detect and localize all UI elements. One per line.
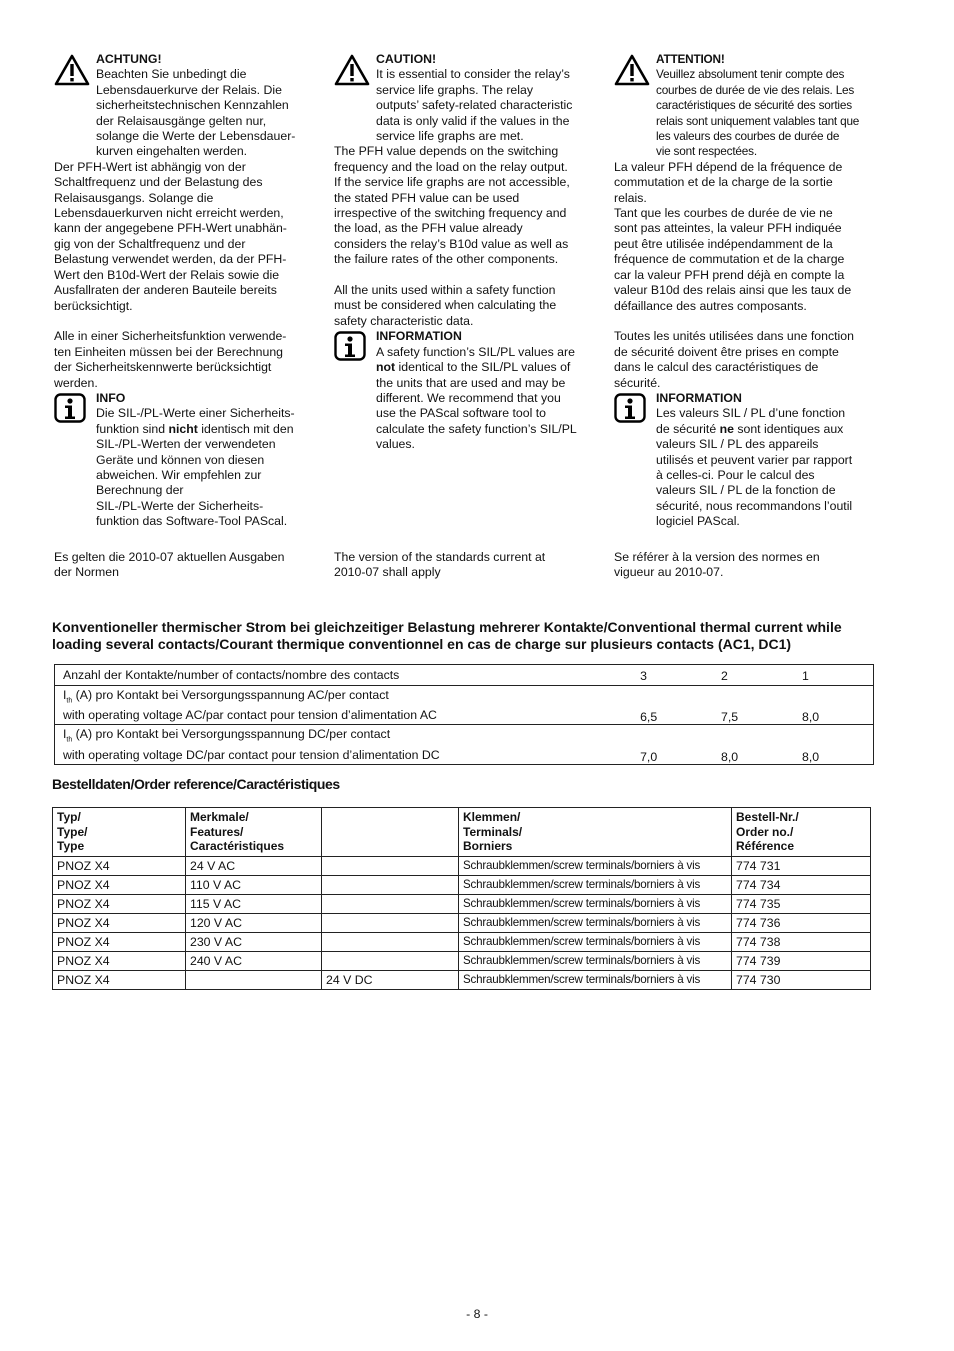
warning-notice xyxy=(54,52,316,160)
text-line: logiciel PAScal. xyxy=(656,514,740,529)
text-segment: not xyxy=(376,360,396,375)
text-line: Geräte und können von diesen xyxy=(96,452,265,467)
text-line: Alle in einer Sicherheitsfunktion verwende- xyxy=(54,329,287,344)
thermal-value: 7,5 xyxy=(711,686,792,725)
text-line: Lebensdauerkurve der Relais. Die xyxy=(96,82,282,97)
text-line xyxy=(656,422,876,437)
emphasis xyxy=(376,360,395,374)
text-segment: de sécurité xyxy=(656,421,720,436)
contacts-count-value: 3 xyxy=(630,665,711,686)
text-segment: funktion sind xyxy=(96,421,169,436)
cell-feature2 xyxy=(322,932,459,951)
text-line: vigueur au 2010-07. xyxy=(614,565,724,580)
current-subscript: th xyxy=(66,736,73,744)
cell-type: PNOZ X4 xyxy=(53,894,186,913)
text-line: Es gelten die 2010-07 aktuellen Ausgaben xyxy=(54,550,285,564)
text-line: dans le calcul des caractéristiques de xyxy=(614,360,819,375)
text-line: All the units used within a safety function xyxy=(334,283,556,298)
info-i-icon xyxy=(614,393,650,425)
current-symbol: I xyxy=(63,727,67,742)
text-line: different. We recommend that you xyxy=(376,390,561,405)
text-line: berücksichtigt. xyxy=(54,298,133,313)
text-line: safety characteristic data. xyxy=(334,313,474,328)
order-header-row xyxy=(53,808,871,857)
text-line: service life graphs. The relay xyxy=(376,82,533,97)
emphasis xyxy=(720,422,734,436)
text-line: valeur B10d des relais ainsi que les taux de xyxy=(614,283,852,298)
thermal-header-row xyxy=(55,665,874,686)
header-line: Order no./ xyxy=(736,824,794,839)
table-row xyxy=(53,894,871,913)
text-line: SIL-/PL-Werte der Sicherheits- xyxy=(96,498,264,513)
text-line: irrespective of the switching frequency and xyxy=(334,206,567,221)
thermal-row-line2: with operating voltage AC/par contact pour tension d’alimentation AC xyxy=(63,708,437,723)
text-line: valeurs SIL / PL de la fonction de xyxy=(656,483,836,498)
text-line: the failure rates of the other components. xyxy=(334,252,559,267)
thermal-value: 6,5 xyxy=(630,686,711,725)
text-line: valeurs SIL / PL des appareils xyxy=(656,437,819,452)
header-line: Type xyxy=(57,839,85,853)
cell-terminals: Schraubklemmen/screw terminals/borniers à vis xyxy=(459,875,732,894)
text-line: calculate the safety function’s SIL/PL xyxy=(376,421,577,436)
standards-paragraph xyxy=(54,550,316,581)
text-line: funktion das Software-Tool PAScal. xyxy=(96,514,288,529)
text-line: solange die Werte der Lebensdauer- xyxy=(96,129,296,144)
header-line: Features/ xyxy=(190,824,244,839)
text-line: Ausfallraten der anderen Bauteile bereits xyxy=(54,283,277,298)
info-heading: INFO xyxy=(96,390,126,405)
text-line: The PFH value depends on the switching xyxy=(334,144,559,159)
text-line: vie sont respectées. xyxy=(656,144,757,159)
text-line: sicherheitstechnischen Kennzahlen xyxy=(96,98,289,113)
text-line: If the service life graphs are not accessible, xyxy=(334,175,570,190)
cell-type: PNOZ X4 xyxy=(53,951,186,970)
text-line: It is essential to consider the relay’s xyxy=(376,67,570,82)
text-line: kann der angegebene PFH-Wert unabhän- xyxy=(54,221,287,236)
text-line: fréquence de commutation et de la charge xyxy=(614,252,845,267)
text-line: ten Einheiten müssen bei der Berechnung xyxy=(54,344,284,359)
text-line: the load, as the PFH value already xyxy=(334,221,523,236)
cell-order-no: 774 736 xyxy=(732,913,871,932)
warning-triangle-icon xyxy=(614,54,650,86)
cell-order-no: 774 730 xyxy=(732,970,871,989)
cell-order-no: 774 735 xyxy=(732,894,871,913)
text-line: car la valeur PFH prend déjà en compte la xyxy=(614,267,845,282)
text-line: Die SIL-/PL-Werte einer Sicherheits- xyxy=(96,406,295,421)
warning-triangle-icon xyxy=(334,54,370,86)
units-paragraph xyxy=(54,329,316,391)
contacts-count-label: Anzahl der Kontakte/number of contacts/nombre des contacts xyxy=(55,665,631,686)
text-line: défaillance des autres composants. xyxy=(614,298,807,313)
thermal-current-title xyxy=(52,619,902,653)
text-line: must be considered when calculating the xyxy=(334,298,557,313)
text-line: Les valeurs SIL / PL d’une fonction xyxy=(656,406,846,421)
cell-terminals: Schraubklemmen/screw terminals/borniers à vis xyxy=(459,951,732,970)
text-line: 2010-07 shall apply xyxy=(334,565,441,580)
text-line: the stated PFH value can be used xyxy=(334,190,520,205)
header-order-no xyxy=(732,808,871,857)
cell-feature2 xyxy=(322,856,459,875)
text-line: outputs’ safety-related characteristic xyxy=(376,98,573,113)
text-line: A safety function’s SIL/PL values are xyxy=(376,344,575,359)
info-heading: INFORMATION xyxy=(376,329,462,344)
cell-feature: 240 V AC xyxy=(186,951,322,970)
info-i-icon xyxy=(334,331,370,363)
column-de xyxy=(54,52,316,580)
cell-type: PNOZ X4 xyxy=(53,875,186,894)
order-reference-title: Bestelldaten/Order reference/Caractéristiques xyxy=(52,776,340,792)
current-symbol: I xyxy=(63,688,67,702)
thermal-title-line2: loading several contacts/Courant thermique conventionnel en cas de charge sur plusieurs contacts (AC1, DC1) xyxy=(52,636,792,652)
table-row xyxy=(53,913,871,932)
thermal-row-line1: (A) pro Kontakt bei Versorgungsspannung AC/per contact xyxy=(72,688,389,702)
table-row xyxy=(53,932,871,951)
text-line: data is only valid if the values in the xyxy=(376,113,570,128)
text-line: caractéristiques de sécurité des sorties xyxy=(656,98,852,113)
cell-order-no: 774 738 xyxy=(732,932,871,951)
text-segment: sont identiques aux xyxy=(733,421,844,436)
header-line: Bestell-Nr./ xyxy=(736,810,799,824)
thermal-row-label xyxy=(55,686,631,725)
contacts-count-value: 2 xyxy=(711,665,792,686)
text-line: considers the relay’s B10d value as well as xyxy=(334,236,569,251)
text-line: Schaltfrequenz und der Belastung des xyxy=(54,175,263,190)
column-en xyxy=(334,52,596,580)
standards-paragraph xyxy=(334,550,596,581)
text-line: Belastung verwendet werden, da der PFH- xyxy=(54,252,287,267)
header-features xyxy=(186,808,322,857)
header-line: Caractéristiques xyxy=(190,839,285,853)
table-row xyxy=(53,856,871,875)
cell-type: PNOZ X4 xyxy=(53,856,186,875)
cell-feature2 xyxy=(322,951,459,970)
cell-terminals: Schraubklemmen/screw terminals/borniers à vis xyxy=(459,932,732,951)
text-line: Lebensdauerkurven nicht erreicht werden, xyxy=(54,206,284,221)
cell-feature2 xyxy=(322,913,459,932)
info-notice xyxy=(614,391,876,530)
thermal-value: 8,0 xyxy=(792,725,874,764)
warning-heading: CAUTION! xyxy=(376,52,437,66)
page-number: - 8 - xyxy=(466,1307,488,1321)
text-line: Toutes les unités utilisées dans une fonction xyxy=(614,329,854,344)
cell-feature xyxy=(186,970,322,989)
thermal-current-table xyxy=(54,664,874,765)
text-line: La valeur PFH dépend de la fréquence de xyxy=(614,159,843,174)
text-line: SIL-/PL-Werten der verwendeten xyxy=(96,437,276,452)
text-segment: identical to the SIL/PL values of xyxy=(395,360,571,375)
units-paragraph xyxy=(334,283,596,329)
text-line: à celles-ci. Pour le calcul des xyxy=(656,467,815,482)
text-line: sécurité, nous recommandons l’outil xyxy=(656,498,853,513)
cell-feature2 xyxy=(322,875,459,894)
warning-notice xyxy=(334,52,596,144)
current-subscript: th xyxy=(66,697,73,705)
text-line: relais. xyxy=(614,190,647,205)
order-rows xyxy=(53,856,871,989)
order-reference-table xyxy=(52,807,871,990)
text-line: relais sont uniquement valables tant que xyxy=(656,113,860,128)
thermal-value: 8,0 xyxy=(711,725,792,764)
cell-type: PNOZ X4 xyxy=(53,913,186,932)
thermal-row-line2: with operating voltage DC/par contact pour tension d’alimentation DC xyxy=(63,747,440,762)
thermal-row-ac xyxy=(55,686,874,725)
cell-terminals: Schraubklemmen/screw terminals/borniers à vis xyxy=(459,856,732,875)
text-line: kurven eingehalten werden. xyxy=(96,144,248,159)
standards-paragraph xyxy=(614,550,876,581)
cell-feature: 230 V AC xyxy=(186,932,322,951)
thermal-row-line1: (A) pro Kontakt bei Versorgungsspannung DC/per contact xyxy=(72,727,391,742)
table-row xyxy=(53,970,871,989)
warning-notice xyxy=(614,52,876,160)
cell-feature2: 24 V DC xyxy=(322,970,459,989)
text-line: Tant que les courbes de durée de vie ne xyxy=(614,206,833,221)
cell-feature: 120 V AC xyxy=(186,913,322,932)
thermal-value: 7,0 xyxy=(630,725,711,764)
header-line: Merkmale/ xyxy=(190,810,249,824)
cell-terminals: Schraubklemmen/screw terminals/borniers à vis xyxy=(459,913,732,932)
text-line: der Relaisausgänge gelten nur, xyxy=(96,113,267,128)
text-line: commutation et de la charge de la sortie xyxy=(614,175,833,190)
info-notice xyxy=(334,329,596,452)
text-line: peut être utilisée indépendamment de la xyxy=(614,236,833,251)
text-line: Berechnung der xyxy=(96,483,184,498)
text-line: utilisés et peuvent varier par rapport xyxy=(656,452,853,467)
warning-heading: ACHTUNG! xyxy=(96,52,162,66)
text-segment: identisch mit den xyxy=(197,421,294,436)
warning-triangle-icon xyxy=(54,54,90,86)
thermal-row-dc xyxy=(55,725,874,764)
cell-feature2 xyxy=(322,894,459,913)
text-line: werden. xyxy=(54,375,98,390)
text-line: Se référer à la version des normes en xyxy=(614,550,820,564)
text-line: the units that are used and may be xyxy=(376,375,566,390)
cell-order-no: 774 731 xyxy=(732,856,871,875)
info-i-icon xyxy=(54,393,90,425)
text-line: Relaisausgangs. Solange die xyxy=(54,190,214,205)
header-line: Type/ xyxy=(57,824,88,839)
header-line: Klemmen/ xyxy=(463,810,521,824)
warning-heading: ATTENTION! xyxy=(656,52,725,66)
cell-feature: 110 V AC xyxy=(186,875,322,894)
pfh-paragraph xyxy=(614,160,876,314)
text-line xyxy=(376,360,596,375)
text-line: Beachten Sie unbedingt die xyxy=(96,67,247,82)
text-line: sécurité. xyxy=(614,375,661,390)
emphasis xyxy=(168,422,197,436)
cell-order-no: 774 734 xyxy=(732,875,871,894)
text-line: abweichen. Wir empfehlen zur xyxy=(96,467,262,482)
cell-feature: 115 V AC xyxy=(186,894,322,913)
text-line: der Normen xyxy=(54,565,119,580)
cell-feature: 24 V AC xyxy=(186,856,322,875)
cell-terminals: Schraubklemmen/screw terminals/borniers à vis xyxy=(459,970,732,989)
column-fr xyxy=(614,52,876,580)
header-line: Terminals/ xyxy=(463,824,523,839)
thermal-row-label xyxy=(55,725,631,764)
text-segment: nicht xyxy=(168,421,198,436)
text-line: Wert den B10d-Wert der Relais sowie die xyxy=(54,267,280,282)
cell-order-no: 774 739 xyxy=(732,951,871,970)
table-row xyxy=(53,875,871,894)
header-line: Borniers xyxy=(463,839,513,853)
header-features2 xyxy=(322,808,459,857)
text-line: der Sicherheitskennwerte berücksichtigt xyxy=(54,360,272,375)
text-line: les valeurs des courbes de durée de xyxy=(656,129,840,144)
text-line: Veuillez absolument tenir compte des xyxy=(656,67,845,82)
contacts-count-value: 1 xyxy=(792,665,874,686)
text-line: gig von der Schaltfrequenz und der xyxy=(54,236,246,251)
header-type xyxy=(53,808,186,857)
text-line: courbes de durée de vie des relais. Les xyxy=(656,82,855,97)
text-line: de sécurité doivent être prises en compte xyxy=(614,344,839,359)
text-line: service life graphs are met. xyxy=(376,129,524,144)
text-line: frequency and the load on the relay output. xyxy=(334,159,568,174)
thermal-value: 8,0 xyxy=(792,686,874,725)
text-line: Der PFH-Wert ist abhängig von der xyxy=(54,159,246,174)
text-line: use the PAScal software tool to xyxy=(376,406,546,421)
thermal-title-line1: Konventioneller thermischer Strom bei gleichzeitiger Belastung mehrerer Kontakte/Conventional thermal current while xyxy=(52,619,842,635)
text-line xyxy=(96,422,316,437)
pfh-paragraph xyxy=(334,144,596,267)
header-terminals xyxy=(459,808,732,857)
cell-type: PNOZ X4 xyxy=(53,932,186,951)
text-line: values. xyxy=(376,437,415,452)
pfh-paragraph xyxy=(54,160,316,314)
info-notice xyxy=(54,391,316,530)
text-segment: ne xyxy=(719,421,734,436)
info-heading: INFORMATION xyxy=(656,390,742,405)
header-line: Typ/ xyxy=(57,810,81,824)
cell-type: PNOZ X4 xyxy=(53,970,186,989)
text-line: sont pas atteintes, la valeur PFH indiquée xyxy=(614,221,842,236)
text-line: The version of the standards current at xyxy=(334,550,546,564)
table-row xyxy=(53,951,871,970)
cell-terminals: Schraubklemmen/screw terminals/borniers à vis xyxy=(459,894,732,913)
units-paragraph xyxy=(614,329,876,391)
header-line: Référence xyxy=(736,839,795,853)
